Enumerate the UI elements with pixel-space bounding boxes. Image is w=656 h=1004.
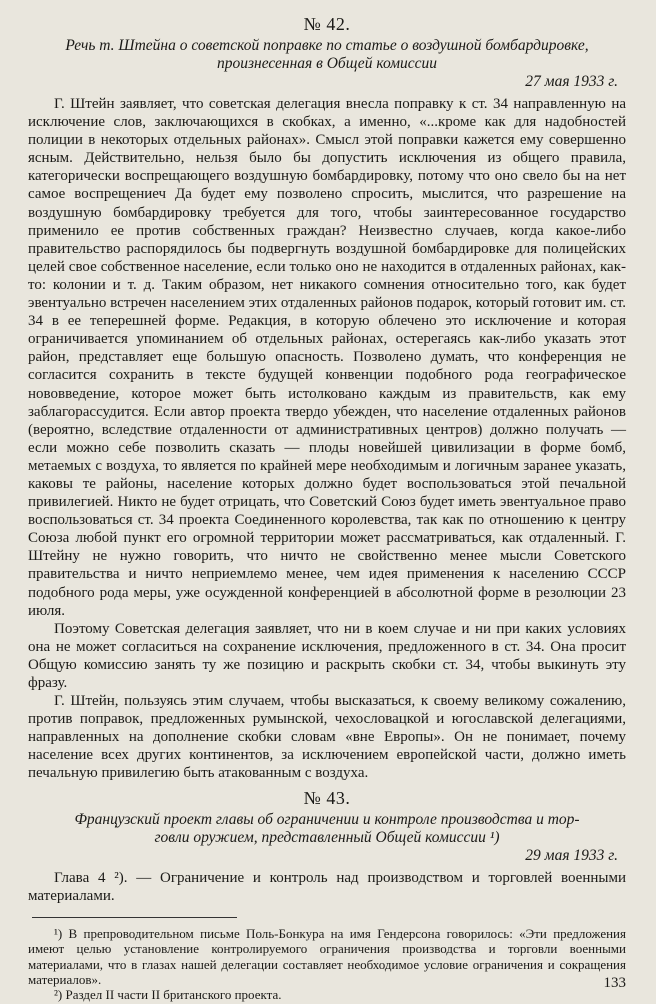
footnote-2: ²) Раздел II части II британского проекта. [54, 987, 282, 1003]
footnote-divider [32, 917, 237, 918]
document-title-43-line2: говли оружием, представленный Общей комиссии [154, 828, 486, 846]
body-paragraph-1: Г. Штейн заявляет, что советская делегация внесла поправку к ст. 34 направленную на исключение слов, заключающихся в скобках, а именно, «...кроме как для надобностей полиции в некоторых отдельных районах». Смысл этой поправки кажется ему совершенно ясным. Действительно, нельзя было бы допустить исключения из общего правила, категорически воспрещающего воздушную бомбардировку, потому что оно свело бы на нет самое воспрещениеч Да будет ему позволено спросить, мыслится, что разрешение на воздушную бомбардировку требуется для того, чтобы заинтересованное государство применило ее против собственных граждан? Неизвестно случаев, когда какое-либо правительство распорядилось бы подвергнуть воздушной бомбардировке для полицейских целей свое собственное население, если только оно не находится в отдаленных районах, как-то: колонии и т. д. Таким образом, нет никакого сомнения относительно того, как будет эвентуально встречен населением этих отдаленных районов подарок, который готовит им. ст. 34 в ее теперешней форме. Редакция, в которую облечено это исключение и которая ограничивается упоминанием об отдельных районах, остерегаясь как-либо указать этот район, представляет еще большую опасность. Позволено думать, что конференция не согласится сохранить в тексте будущей конвенции подобного рода географическое нововведение, которое может быть истолковано каждым из правительств, как ему заблагорассудится. Если автор проекта твердо убежден, что население отдаленных районов (вероятно, вследствие отдаленности от административных центров) должно получать — если можно себе позволить сказать — плоды новейшей цивилизации в форме бомб, метаемых с воздуха, то является по крайней мере необходимым и логичным заранее указать, каковы те районы, население которых должно будет воспользоваться этой печальной привилегией. Никто не будет отрицать, что Советский Союз будет иметь эвентуальное право воспользоваться ст. 34 проекта Соединенного королевства, так как по отношению к центру Союза любой пункт его огромной территории может рассматриваться, как отдаленный. Г. Штейну не нужно говорить, что ничто не свойственно менее мысли Советского правительства и ничто неприемлемо менее, чем идея применения к населению СССР подобного рода меры, уже осужденной конференцией в абсолютной форме в резолюции 23 июля. [28, 96, 626, 619]
document-date-42: 27 мая 1933 г. [525, 73, 618, 90]
body-paragraph-2: Поэтому Советская делегация заявляет, что ни в коем случае и ни при каких условиях она не может согласиться на сохранение исключения, предложенного в ст. 34. Она просит Общую комиссию занять ту же позицию и раскрыть скобки ст. 34, чтобы выкинуть эту фразу. [28, 620, 626, 691]
page-number: 133 [603, 975, 626, 991]
footnote-1: ¹) В препроводительном письме Поль-Бонкура на имя Гендерсона говорилось: «Эти предложения имеют целью установление контролируемого ограничения производства и торговли военными материалами, что в глазах нашей делегации составляет необходимое условие ограничения и сокращения материалов». [28, 925, 626, 987]
document-title-43 [28, 811, 626, 847]
chapter-paragraph: Глава 4 ²). — Ограничение и контроль над производством и торговлей военными материалами. [28, 869, 626, 904]
document-title-42-line1: Речь т. Штейна о советской поправке по статье о воздушной бомбардировке, [65, 37, 589, 54]
document-title-42-line2: произнесенная в Общей комиссии [216, 55, 438, 72]
document-number-43: № 43. [303, 787, 351, 808]
document-number-42: № 42. [303, 14, 351, 34]
body-paragraph-3: Г. Штейн, пользуясь этим случаем, чтобы высказаться, к своему великому сожалению, против поправок, предложенных румынской, чехословацкой и югославской делегациями, направленных на дополнение скобки словам «вне Европы». Он не понимает, почему население всех других континентов, за исключением европейской части, должно иметь печальную привилегию быть атакованным с воздуха. [28, 693, 626, 782]
footnote-mark-1: ¹) [489, 828, 500, 846]
document-title-42 [28, 37, 626, 73]
document-date-43: 29 мая 1933 г. [525, 846, 618, 864]
document-title-43-line1: Французский проект главы об ограничении и контроле производства и тор- [74, 810, 580, 828]
